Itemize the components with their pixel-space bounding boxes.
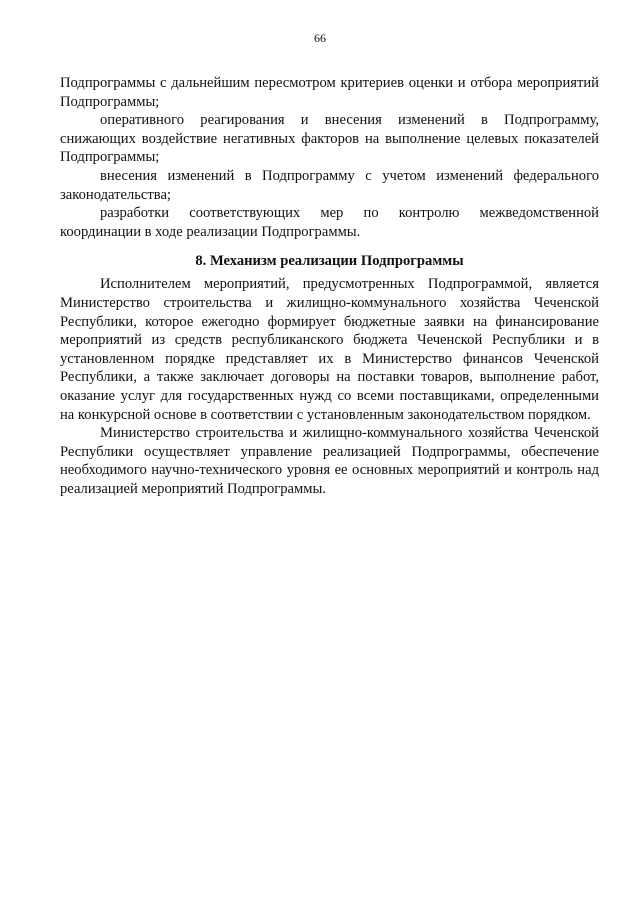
- page-number: 66: [314, 31, 326, 45]
- paragraph-list-item: разработки соответствующих мер по контролю межведомственной координации в ходе реализации Подпрограммы.: [60, 205, 599, 240]
- section-heading: 8. Механизм реализации Подпрограммы: [195, 253, 464, 270]
- paragraph-list-item: внесения изменений в Подпрограмму с учетом изменений федерального законодательства;: [60, 167, 599, 203]
- paragraph-list-item: оперативного реагирования и внесения изменений в Подпрограмму, снижающих воздействие негативных факторов на выполнение целевых показателей Подпрограммы;: [60, 112, 599, 166]
- page-body: [60, 74, 599, 498]
- section-paragraph: Исполнителем мероприятий, предусмотренных Подпрограммой, является Министерство строительства и жилищно-коммунального хозяйства Чеченской Республики, которое ежегодно формирует бюджетные заявки на финансирование мероприятий из средств республиканского бюджета Чеченской Республики и в установленном порядке представляет их в Министерство финансов Чеченской Республики, а также заключает договоры на поставки товаров, выполнение работ, оказание услуг для государственных нужд со всеми поставщиками, определенными на конкурсной основе в соответствии с установленным законодательством порядком.: [60, 276, 599, 423]
- section-paragraph: Министерство строительства и жилищно-коммунального хозяйства Чеченской Республики осуществляет управление реализацией Подпрограммы, обеспечение необходимого научно-технического уровня ее основных мероприятий и контроль над реализацией мероприятий Подпрограммы.: [60, 425, 599, 497]
- paragraph-continuation: Подпрограммы с дальнейшим пересмотром критериев оценки и отбора мероприятий Подпрограммы;: [60, 75, 599, 110]
